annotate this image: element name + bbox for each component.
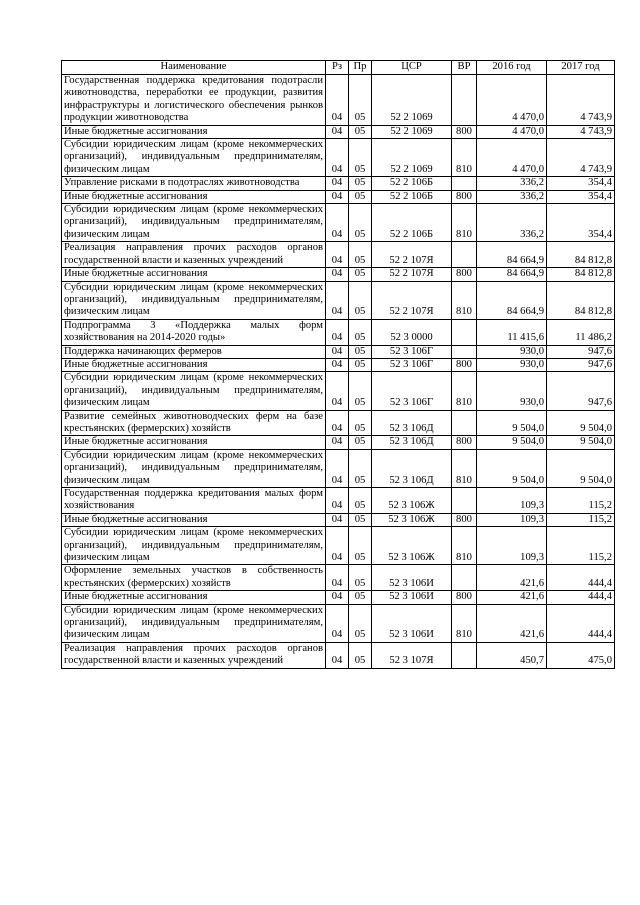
cell-name: Иные бюджетные ассигнования — [62, 436, 326, 449]
cell-rz: 04 — [326, 139, 349, 177]
cell-2017: 947,6 — [547, 372, 615, 410]
cell-2017: 84 812,8 — [547, 242, 615, 268]
cell-rz: 04 — [326, 319, 349, 345]
cell-2017: 115,2 — [547, 527, 615, 565]
cell-pr: 05 — [349, 125, 372, 138]
cell-2017: 4 743,9 — [547, 125, 615, 138]
cell-name: Реализация направления прочих расходов органов государственной власти и казенных учреждений — [62, 642, 326, 668]
cell-name: Подпрограмма 3 «Поддержка малых форм хозяйствования на 2014-2020 годы» — [62, 319, 326, 345]
table-row — [62, 242, 615, 268]
table-row — [62, 281, 615, 319]
cell-rz: 04 — [326, 513, 349, 526]
cell-2016: 4 470,0 — [477, 139, 547, 177]
cell-pr: 05 — [349, 604, 372, 642]
cell-pr: 05 — [349, 527, 372, 565]
cell-name: Государственная поддержка кредитования малых форм хозяйствования — [62, 488, 326, 514]
cell-pr: 05 — [349, 242, 372, 268]
cell-2016: 9 504,0 — [477, 449, 547, 487]
cell-vr — [452, 642, 477, 668]
cell-2017: 947,6 — [547, 358, 615, 371]
cell-2016: 11 415,6 — [477, 319, 547, 345]
cell-rz: 04 — [326, 125, 349, 138]
cell-2016: 109,3 — [477, 513, 547, 526]
header-name: Наименование — [62, 61, 326, 75]
budget-table — [61, 60, 615, 669]
table-row — [62, 604, 615, 642]
cell-2016: 930,0 — [477, 372, 547, 410]
cell-2016: 450,7 — [477, 642, 547, 668]
cell-rz: 04 — [326, 565, 349, 591]
cell-rz: 04 — [326, 345, 349, 358]
cell-name: Субсидии юридическим лицам (кроме некоммерческих организаций), индивидуальным предпринимателям, физическим лицам — [62, 204, 326, 242]
cell-2016: 4 470,0 — [477, 75, 547, 126]
cell-pr: 05 — [349, 345, 372, 358]
table-row — [62, 75, 615, 126]
cell-2016: 109,3 — [477, 527, 547, 565]
cell-pr: 05 — [349, 75, 372, 126]
table-row — [62, 642, 615, 668]
cell-name: Субсидии юридическим лицам (кроме некоммерческих организаций), индивидуальным предпринимателям, физическим лицам — [62, 604, 326, 642]
cell-csr: 52 2 106Б — [372, 190, 452, 203]
cell-csr: 52 3 107Я — [372, 642, 452, 668]
cell-2016: 84 664,9 — [477, 242, 547, 268]
cell-csr: 52 3 106И — [372, 604, 452, 642]
table-row — [62, 177, 615, 190]
table-row — [62, 449, 615, 487]
table-row — [62, 268, 615, 281]
cell-name: Субсидии юридическим лицам (кроме некоммерческих организаций), индивидуальным предпринимателям, физическим лицам — [62, 372, 326, 410]
cell-pr: 05 — [349, 513, 372, 526]
cell-vr: 810 — [452, 604, 477, 642]
cell-csr: 52 2 107Я — [372, 242, 452, 268]
cell-2017: 354,4 — [547, 190, 615, 203]
cell-rz: 04 — [326, 281, 349, 319]
cell-csr: 52 2 107Я — [372, 268, 452, 281]
cell-2017: 115,2 — [547, 488, 615, 514]
cell-name: Субсидии юридическим лицам (кроме некоммерческих организаций), индивидуальным предпринимателям, физическим лицам — [62, 281, 326, 319]
cell-vr: 810 — [452, 372, 477, 410]
table-row — [62, 204, 615, 242]
cell-csr: 52 3 106Ж — [372, 488, 452, 514]
cell-name: Иные бюджетные ассигнования — [62, 125, 326, 138]
header-2016: 2016 год — [477, 61, 547, 75]
cell-2017: 9 504,0 — [547, 449, 615, 487]
header-vr: ВР — [452, 61, 477, 75]
table-row — [62, 527, 615, 565]
cell-pr: 05 — [349, 565, 372, 591]
cell-rz: 04 — [326, 372, 349, 410]
cell-csr: 52 2 107Я — [372, 281, 452, 319]
cell-csr: 52 3 106Г — [372, 345, 452, 358]
cell-2016: 84 664,9 — [477, 268, 547, 281]
cell-rz: 04 — [326, 449, 349, 487]
cell-2017: 115,2 — [547, 513, 615, 526]
cell-name: Иные бюджетные ассигнования — [62, 268, 326, 281]
cell-2016: 109,3 — [477, 488, 547, 514]
cell-vr: 800 — [452, 190, 477, 203]
cell-vr — [452, 319, 477, 345]
cell-2017: 354,4 — [547, 177, 615, 190]
cell-2017: 11 486,2 — [547, 319, 615, 345]
table-row — [62, 139, 615, 177]
table-row — [62, 358, 615, 371]
cell-rz: 04 — [326, 242, 349, 268]
table-body — [62, 75, 615, 669]
cell-vr — [452, 488, 477, 514]
cell-name: Субсидии юридическим лицам (кроме некоммерческих организаций), индивидуальным предпринимателям, физическим лицам — [62, 449, 326, 487]
cell-2016: 421,6 — [477, 565, 547, 591]
cell-name: Иные бюджетные ассигнования — [62, 190, 326, 203]
cell-rz: 04 — [326, 527, 349, 565]
cell-2017: 947,6 — [547, 345, 615, 358]
cell-rz: 04 — [326, 436, 349, 449]
table-row — [62, 372, 615, 410]
cell-csr: 52 2 1069 — [372, 139, 452, 177]
cell-name: Развитие семейных животноводческих ферм на базе крестьянских (фермерских) хозяйств — [62, 410, 326, 436]
cell-rz: 04 — [326, 177, 349, 190]
table-row — [62, 125, 615, 138]
table-row — [62, 410, 615, 436]
cell-2017: 4 743,9 — [547, 139, 615, 177]
cell-2016: 336,2 — [477, 177, 547, 190]
cell-pr: 05 — [349, 410, 372, 436]
cell-vr: 800 — [452, 358, 477, 371]
cell-2017: 84 812,8 — [547, 268, 615, 281]
cell-pr: 05 — [349, 436, 372, 449]
cell-csr: 52 3 106Д — [372, 410, 452, 436]
cell-csr: 52 2 106Б — [372, 204, 452, 242]
cell-pr: 05 — [349, 190, 372, 203]
cell-csr: 52 3 106Ж — [372, 527, 452, 565]
cell-pr: 05 — [349, 139, 372, 177]
cell-name: Субсидии юридическим лицам (кроме некоммерческих организаций), индивидуальным предпринимателям, физическим лицам — [62, 139, 326, 177]
cell-vr: 810 — [452, 281, 477, 319]
cell-name: Управление рисками в подотраслях животноводства — [62, 177, 326, 190]
cell-name: Государственная поддержка кредитования подотрасли животноводства, переработки ее продукции, развития инфраструктуры и логистического обеспечения рынков продукции животноводства — [62, 75, 326, 126]
cell-csr: 52 3 106Г — [372, 358, 452, 371]
cell-name: Иные бюджетные ассигнования — [62, 513, 326, 526]
cell-vr: 810 — [452, 139, 477, 177]
cell-2016: 9 504,0 — [477, 436, 547, 449]
table-row — [62, 190, 615, 203]
cell-csr: 52 3 106Д — [372, 436, 452, 449]
cell-vr — [452, 177, 477, 190]
cell-pr: 05 — [349, 204, 372, 242]
cell-pr: 05 — [349, 358, 372, 371]
cell-csr: 52 3 106И — [372, 565, 452, 591]
cell-rz: 04 — [326, 642, 349, 668]
cell-2017: 9 504,0 — [547, 410, 615, 436]
table-row — [62, 319, 615, 345]
cell-csr: 52 3 106Г — [372, 372, 452, 410]
table-row — [62, 513, 615, 526]
cell-rz: 04 — [326, 268, 349, 281]
cell-pr: 05 — [349, 319, 372, 345]
cell-name: Иные бюджетные ассигнования — [62, 358, 326, 371]
cell-vr: 810 — [452, 527, 477, 565]
cell-rz: 04 — [326, 75, 349, 126]
cell-vr: 800 — [452, 268, 477, 281]
cell-2016: 421,6 — [477, 591, 547, 604]
cell-rz: 04 — [326, 604, 349, 642]
cell-2016: 336,2 — [477, 190, 547, 203]
cell-vr: 810 — [452, 204, 477, 242]
cell-rz: 04 — [326, 591, 349, 604]
table-row — [62, 436, 615, 449]
cell-pr: 05 — [349, 591, 372, 604]
cell-2016: 930,0 — [477, 358, 547, 371]
cell-vr — [452, 345, 477, 358]
cell-2017: 354,4 — [547, 204, 615, 242]
cell-2016: 84 664,9 — [477, 281, 547, 319]
cell-vr — [452, 242, 477, 268]
cell-rz: 04 — [326, 410, 349, 436]
cell-2016: 9 504,0 — [477, 410, 547, 436]
cell-name: Оформление земельных участков в собственность крестьянских (фермерских) хозяйств — [62, 565, 326, 591]
table-row — [62, 565, 615, 591]
table-row — [62, 591, 615, 604]
table-row — [62, 345, 615, 358]
cell-csr: 52 3 106Д — [372, 449, 452, 487]
cell-2017: 9 504,0 — [547, 436, 615, 449]
header-csr: ЦСР — [372, 61, 452, 75]
cell-rz: 04 — [326, 204, 349, 242]
cell-vr: 800 — [452, 125, 477, 138]
cell-vr: 800 — [452, 436, 477, 449]
cell-rz: 04 — [326, 488, 349, 514]
cell-2016: 421,6 — [477, 604, 547, 642]
header-2017: 2017 год — [547, 61, 615, 75]
cell-2017: 444,4 — [547, 565, 615, 591]
cell-2017: 444,4 — [547, 604, 615, 642]
cell-name: Иные бюджетные ассигнования — [62, 591, 326, 604]
cell-csr: 52 2 1069 — [372, 75, 452, 126]
cell-pr: 05 — [349, 488, 372, 514]
cell-name: Реализация направления прочих расходов органов государственной власти и казенных учреждений — [62, 242, 326, 268]
cell-2017: 444,4 — [547, 591, 615, 604]
header-rz: Рз — [326, 61, 349, 75]
cell-rz: 04 — [326, 190, 349, 203]
cell-vr: 810 — [452, 449, 477, 487]
cell-pr: 05 — [349, 281, 372, 319]
header-pr: Пр — [349, 61, 372, 75]
cell-2017: 4 743,9 — [547, 75, 615, 126]
cell-vr: 800 — [452, 513, 477, 526]
cell-pr: 05 — [349, 177, 372, 190]
cell-vr — [452, 75, 477, 126]
cell-csr: 52 2 1069 — [372, 125, 452, 138]
cell-pr: 05 — [349, 449, 372, 487]
cell-vr — [452, 565, 477, 591]
cell-2016: 4 470,0 — [477, 125, 547, 138]
cell-vr — [452, 410, 477, 436]
cell-name: Поддержка начинающих фермеров — [62, 345, 326, 358]
cell-name: Субсидии юридическим лицам (кроме некоммерческих организаций), индивидуальным предпринимателям, физическим лицам — [62, 527, 326, 565]
cell-csr: 52 3 106И — [372, 591, 452, 604]
table-header-row — [62, 61, 615, 75]
cell-pr: 05 — [349, 268, 372, 281]
cell-vr: 800 — [452, 591, 477, 604]
cell-2017: 475,0 — [547, 642, 615, 668]
cell-pr: 05 — [349, 372, 372, 410]
cell-csr: 52 3 0000 — [372, 319, 452, 345]
cell-rz: 04 — [326, 358, 349, 371]
cell-2016: 336,2 — [477, 204, 547, 242]
table-row — [62, 488, 615, 514]
cell-csr: 52 2 106Б — [372, 177, 452, 190]
cell-2016: 930,0 — [477, 345, 547, 358]
cell-2017: 84 812,8 — [547, 281, 615, 319]
cell-pr: 05 — [349, 642, 372, 668]
cell-csr: 52 3 106Ж — [372, 513, 452, 526]
